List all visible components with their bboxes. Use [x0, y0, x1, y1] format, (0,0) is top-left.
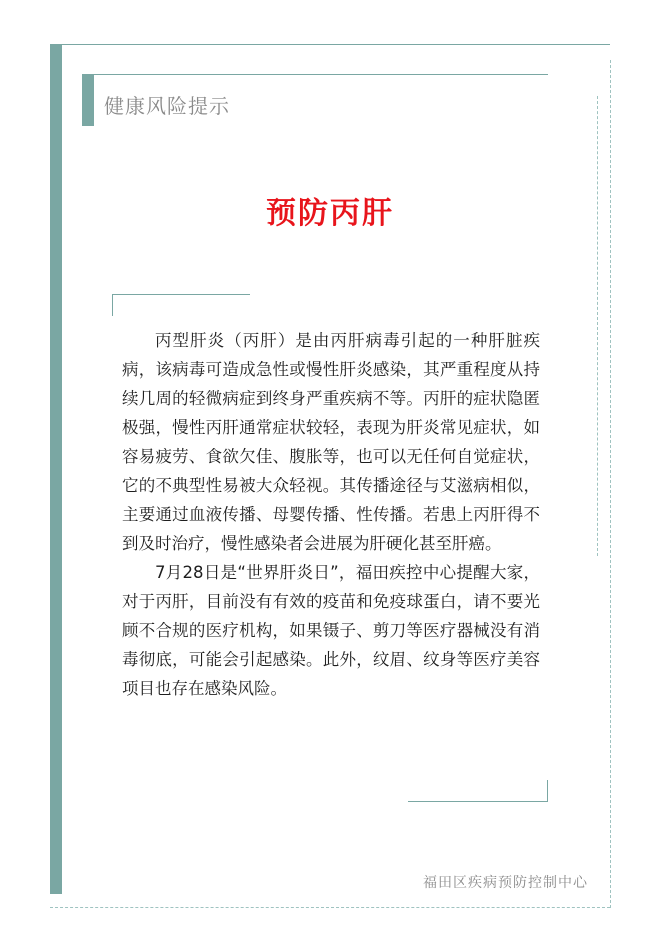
corner-bracket-bottom-right-horizontal: [408, 801, 548, 802]
article-title: 预防丙肝: [266, 196, 394, 231]
inner-right-dashed-line: [597, 96, 598, 556]
article-paragraph: 7月28日是“世界肝炎日”，福田疾控中心提醒大家，对于丙肝，目前没有有效的疫苗和免疫球蛋白，请不要光顾不合规的医疗机构，如果镊子、剪刀等医疗器械没有消毒彻底，可能会引起感染。此外，纹眉、纹身等医疗美容项目也存在感染风险。: [122, 563, 540, 698]
section-header-title: 健康风险提示: [104, 94, 230, 118]
footer-organization: 福田区疾病预防控制中心: [423, 875, 588, 891]
article-body: [122, 326, 540, 703]
article-paragraph: 丙型肝炎（丙肝）是由丙肝病毒引起的一种肝脏疾病，该病毒可造成急性或慢性肝炎感染，其严重程度从持续几周的轻微病症到终身严重疾病不等。丙肝的症状隐匿极强，慢性丙肝通常症状较轻，表现为肝炎常见症状，如容易疲劳、食欲欠佳、腹胀等，也可以无任何自觉症状，它的不典型性易被大众轻视。其传播途径与艾滋病相似，主要通过血液传播、母婴传播、性传播。若患上丙肝得不到及时治疗，慢性感染者会进展为肝硬化甚至肝癌。: [122, 331, 540, 553]
corner-bracket-top-left-vertical: [112, 294, 113, 316]
header-divider: [82, 74, 548, 75]
header-accent-bar: [82, 74, 94, 126]
frame-bottom-dashed-border: [50, 907, 610, 908]
corner-bracket-top-left-horizontal: [112, 294, 250, 295]
corner-bracket-bottom-right-vertical: [547, 780, 548, 802]
frame-top-line: [50, 44, 610, 45]
frame-left-bar: [50, 44, 62, 894]
